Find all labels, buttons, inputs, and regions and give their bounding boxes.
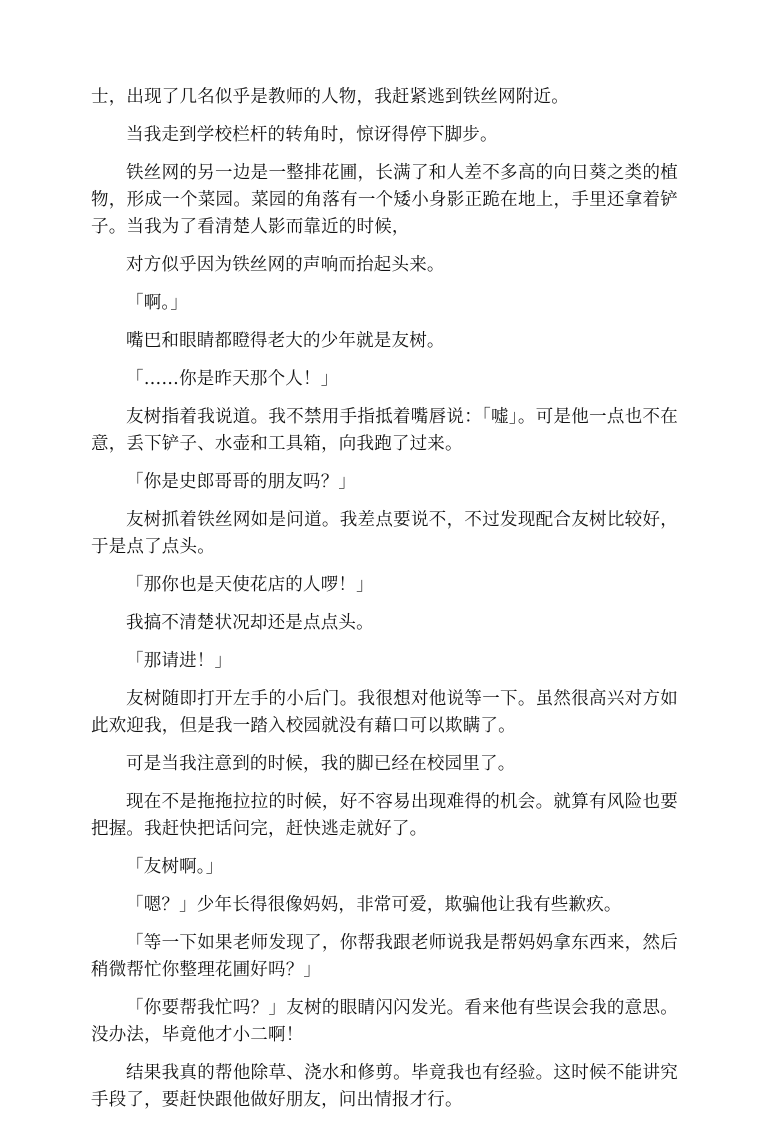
paragraph: 友树抓着铁丝网如是问道。我差点要说不，不过发现配合友树比较好，于是点了点头。 [91,510,678,557]
dialogue-paragraph: 「友树啊。」 [126,857,224,877]
paragraph: 可是当我注意到的时候，我的脚已经在校园里了。 [126,754,516,774]
dialogue-paragraph: 「啊。」 [126,293,189,313]
dialogue-paragraph: 「你是史郎哥哥的朋友吗？」 [126,472,357,492]
paragraph: 友树随即打开左手的小后门。我很想对他说等一下。虽然很高兴对方如此欢迎我，但是我一踏入校园就没有藉口可以欺瞒了。 [91,689,678,736]
dialogue-paragraph: 「……你是昨天那个人！」 [126,369,339,389]
dialogue-paragraph: 「嗯？」少年长得很像妈妈，非常可爱，欺骗他让我有些歉疚。 [126,895,622,915]
paragraph: 友树指着我说道。我不禁用手指抵着嘴唇说：「嘘」。可是他一点也不在意，丢下铲子、水壶和工具箱，向我跑了过来。 [91,407,678,454]
paragraph: 当我走到学校栏杆的转角时，惊讶得停下脚步。 [126,125,498,145]
novel-text-body [91,84,678,1125]
dialogue-paragraph: 「你要帮我忙吗？」友树的眼睛闪闪发光。看来他有些误会我的意思。没办法，毕竟他才小二啊！ [91,998,678,1045]
paragraph: 嘴巴和眼睛都瞪得老大的少年就是友树。 [126,331,445,351]
paragraph: 对方似乎因为铁丝网的声响而抬起头来。 [126,255,445,275]
paragraph: 结果我真的帮他除草、浇水和修剪。毕竟我也有经验。这时候不能讲究手段了，要赶快跟他做好朋友，问出情报才行。 [91,1063,678,1110]
dialogue-paragraph: 「等一下如果老师发现了，你帮我跟老师说我是帮妈妈拿东西来，然后稍微帮忙你整理花圃好吗？」 [91,933,678,980]
paragraph: 铁丝网的另一边是一整排花圃，长满了和人差不多高的向日葵之类的植物，形成一个菜园。菜园的角落有一个矮小身影正跪在地上，手里还拿着铲子。当我为了看清楚人影而靠近的时候， [91,163,678,237]
dialogue-paragraph: 「那请进！」 [126,651,233,671]
paragraph: 我搞不清楚状况却还是点点头。 [126,613,374,633]
dialogue-paragraph: 「那你也是天使花店的人啰！」 [126,575,374,595]
paragraph: 士，出现了几名似乎是教师的人物，我赶紧逃到铁丝网附近。 [91,87,569,107]
paragraph: 现在不是拖拖拉拉的时候，好不容易出现难得的机会。就算有风险也要把握。我赶快把话问完，赶快逃走就好了。 [91,792,678,839]
